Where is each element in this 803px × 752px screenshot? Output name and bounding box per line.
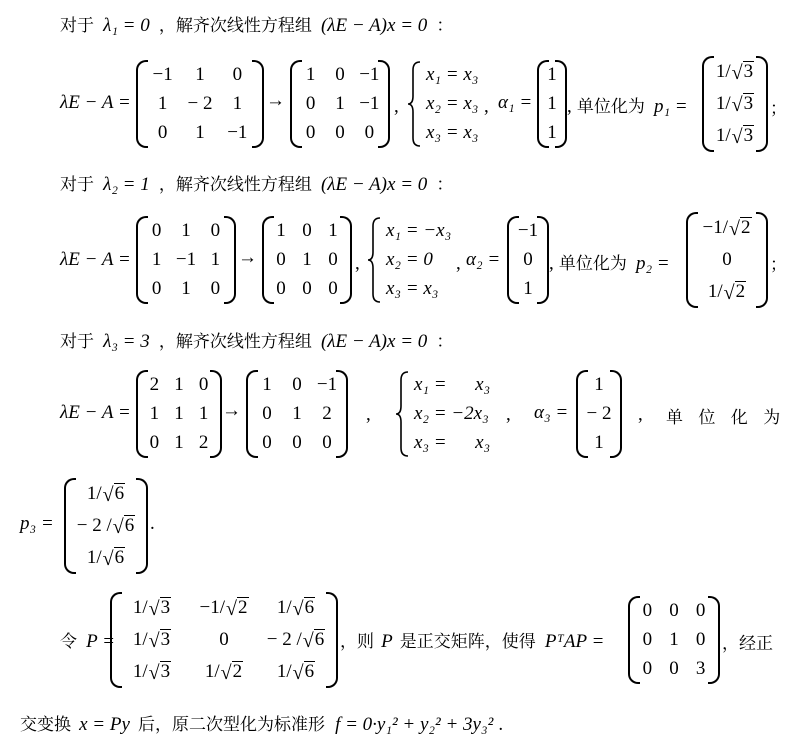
case2-system: (λE − A)x = 0 [320, 174, 428, 195]
let-text: 令 [60, 632, 77, 652]
case2-lhs: λE − A = [60, 249, 131, 270]
case1-solution-system: x₁ = x₃ x₂ = x₃ x₃ = x₃ [406, 60, 486, 148]
solution-document: 对于 λ₁ = 0 ，解齐次线性方程组 (λE − A)x = 0 ： λE − A = −1 1 0 1 − 2 1 0 1 −1 → 1 0 −1 0 1 −1 0 0 0 , x₁ = x₃ x₂ = x₃ x₃ = x₃ , α₁ = 1 1 1 , 单位化为 p₁ = 1/ √ 3 1/ √ 3 1/ √ 3 ； 对于 λ₂ = 1 ，解齐次线性方程组 (λE − A)x = 0 ： λE − A = 0 1 0 1 −1 1 0 1 0 → 1 0 1 0 1 0 0 0 0 , x₁ = −x₃ x₂ = 0 x₃ = x₃ , α₂ = −1 0 1 , 单位化为 p₂ = −1/ √ 2 0 1/ √ 2 ； 对于 λ₃ = 3 ，解齐次线性方程组 (λE − A)x = 0 ： λE − A = 2 1 0 1 1 1 0 1 2 → 1 0 −1 0 1 2 0 0 0 , x₁ = x₃ x₂ = −2x₃ x₃ = x₃ , α₃ = 1 − 2 1 , 单 位 化 为 p₃ = 1/ √ 6 − 2 / √ 6 1/ √ 6 . 令 P = 1/ √ 3 −1/ √ 2 1/ √ 6 1/ √ 3 0 − 2 / √ 6 1/ √ 3 1/ √ 2 1/ √ 6 ，则 P 是正交矩阵，使得 PᵀAP = 0 0 0 0 1 0 0 0 3 ，经正 交变换 x = Py 后，原二次型化为标准形 f = 0·y₁² + y₂² + 3y₃² . [0, 0, 803, 752]
case3-solution-system: x₁ = x₃ x₂ = −2x₃ x₃ = x₃ [394, 370, 500, 458]
case3-lhs: λE − A = [60, 402, 131, 423]
left-brace-icon [366, 216, 382, 304]
final-line: 交变换 x = Py 后，原二次型化为标准形 f = 0·y₁² + y₂² + 3y₃² . [20, 714, 504, 735]
case1-reduced: 1 0 −1 0 1 −1 0 0 0 [290, 60, 390, 148]
case2-intro: 对于 λ₂ = 1 ，解齐次线性方程组 (λE − A)x = 0 ： [60, 174, 454, 195]
P-label: P = [86, 631, 115, 652]
case1-alpha-label: α₁ = [498, 92, 533, 113]
transform: x = Py [79, 714, 130, 735]
case2-reduced: 1 0 1 0 1 0 0 0 0 [262, 216, 352, 304]
case2-unit-text: 单位化为 [558, 254, 627, 274]
case3-p-vector: 1/ √ 6 − 2 / √ 6 1/ √ 6 [64, 478, 148, 574]
standard-form: f = 0·y₁² + y₂² + 3y₃² [335, 714, 494, 735]
case3-unit-text: 单 位 化 为 [666, 408, 781, 428]
then-text: ，则 [340, 632, 374, 652]
case3-intro: 对于 λ₃ = 3 ，解齐次线性方程组 (λE − A)x = 0 ： [60, 331, 454, 352]
case2-lambda: λ₂ = 1 [103, 174, 150, 195]
case2-matrix: 0 1 0 1 −1 1 0 1 0 [136, 216, 236, 304]
case1-lhs: λE − A = [60, 92, 131, 113]
case1-matrix: −1 1 0 1 − 2 1 0 1 −1 [136, 60, 264, 148]
case2-p-label: p₂ = [635, 253, 670, 274]
case3-alpha-label: α₃ = [534, 402, 569, 423]
D-matrix: 0 0 0 0 1 0 0 0 3 [628, 596, 720, 684]
case1-lambda: λ₁ = 0 [103, 15, 150, 36]
case2-p-vector: −1/ √ 2 0 1/ √ 2 [686, 212, 768, 308]
PTAP-label: PᵀAP = [544, 631, 605, 652]
left-brace-icon [406, 60, 422, 148]
case1-p-label: p₁ = [653, 96, 688, 117]
case2-arrow: → [238, 247, 257, 268]
left-brace-icon [394, 370, 410, 458]
case1-arrow: → [266, 90, 285, 111]
case3-matrix: 2 1 0 1 1 1 0 1 2 [136, 370, 222, 458]
after-text: ，经正 [722, 634, 773, 654]
case2-solution-system: x₁ = −x₃ x₂ = 0 x₃ = x₃ [366, 216, 456, 304]
case1-unit-text: 单位化为 [576, 97, 645, 117]
P-matrix: 1/ √ 3 −1/ √ 2 1/ √ 6 1/ √ 3 0 − 2 / √ 6 1/ √ 3 1/ √ 2 1/ √ 6 [110, 592, 338, 688]
case3-lambda: λ₃ = 3 [103, 331, 150, 352]
case3-p-label: p₃ = [20, 513, 54, 534]
orthogonal-text: 是正交矩阵，使得 [399, 632, 536, 652]
case3-alpha-vector: 1 − 2 1 [576, 370, 622, 458]
case1-alpha-vector: 1 1 1 [537, 60, 567, 148]
case1-intro: 对于 λ₁ = 0 ，解齐次线性方程组 (λE − A)x = 0 ： [60, 15, 454, 36]
case1-p-vector: 1/ √ 3 1/ √ 3 1/ √ 3 [702, 56, 768, 152]
case2-alpha-label: α₂ = [466, 249, 501, 270]
case3-system: (λE − A)x = 0 [320, 331, 428, 352]
case1-system: (λE − A)x = 0 [320, 15, 428, 36]
case3-arrow: → [222, 400, 241, 421]
case2-alpha-vector: −1 0 1 [507, 216, 549, 304]
case3-reduced: 1 0 −1 0 1 2 0 0 0 [246, 370, 348, 458]
